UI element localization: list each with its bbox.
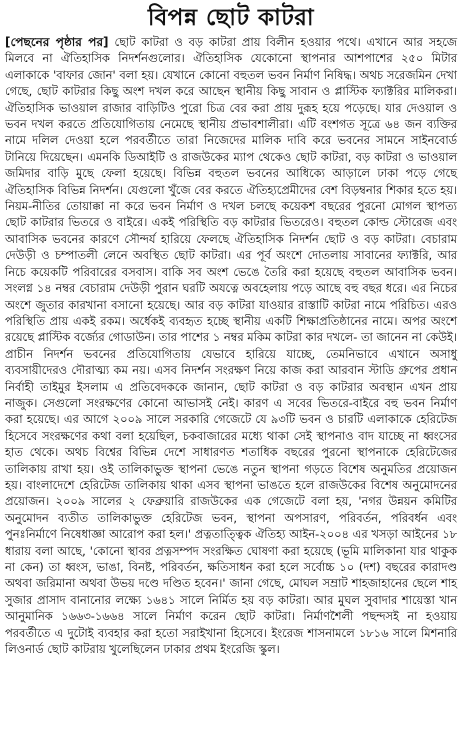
continued-from-label: [পেছনের পৃষ্ঠার পর] [5,35,109,49]
article-body [5,34,457,657]
article-headline: বিপন্ন ছোট কাটরা [147,5,315,31]
article-body-text: ছোট কাটরা ও বড় কাটরা প্রায় বিলীন হওয়ার পথে। এখানে আর সহজে মিলবে না ঐতিহাসিক নিদর্শনগুলোর। ঐতিহাসিক যেকোনো স্থাপনার আশপাশের ২৫০ মিটার এলাকাকে 'বাফার জোন' বলা হয়। যেখানে কোনো বহুতল ভবন নির্মাণ নিষিদ্ধ। অথচ সরেজমিন দেখা গেছে, ছোট কাটরার কিছু অংশ দখল করে আছেন স্থানীয় কিছু সাবান ও প্লাস্টিক ফ্যাক্টরির মালিকরা। ঐতিহাসিক ভাওয়াল রাজার বাড়িটিও পুরো চিত্র বের করা প্রায় দুরূহ হয়ে পড়েছে। যার দেওয়াল ও ভবন দখল করতে প্রতিযোগিতায় নেমেছে স্থানীয় প্রভাবশালীরা। এটি বংশগত সূত্রে ৬৪ জন ব্যক্তির নামে দলিল দেওয়া হলে পরবর্তীতে তারা নিজেদের মালিক দাবি করে ভবনের সামনে সাইনবোর্ড টানিয়ে দিয়েছেন। এমনকি ডিআইটি ও রাজউকের ম্যাপ থেকেও ছোট কাটরা, বড় কাটরা ও ভাওয়াল জমিদার বাড়ি মুছে ফেলা হয়েছে। বিভিন্ন বহুতল ভবনের আধিক্যে আড়ালে ঢাকা পড়ে গেছে ঐতিহাসিক বিভিন্ন নিদর্শন। যেগুলো খুঁজে বের করতে ঐতিহ্যপ্রেমীদের বেশ বিড়ম্বনার শিকার হতে হয়। নিয়ম-নীতির তোয়াক্কা না করে ভবন নির্মাণ ও দখল চলছে কয়েকশ বছরের পুরনো মোগল স্থাপত্য ছোট কাটরার ভিতরে ও বাইরে। একই পরিস্থিতি বড় কাটরার ভিতরেও। বহুতল কোল্ড স্টোরেজ এবং আবাসিক ভবনের কারণে সৌন্দর্য হারিয়ে ফেলছে ঐতিহাসিক নিদর্শন ছোট ও বড় কাটরা। বেচারাম দেউড়ী ও চম্পাতলী লেনে অবস্থিত ছোট কাটরা। এর পূর্ব অংশে দোতলায় সাবানের ফ্যাক্টরি, আর নিচে কয়েকটি পরিবারের বসবাস। বাকি সব অংশ ভেঙে তৈরি করা হয়েছে বহুতল আবাসিক ভবন। সংলগ্ন ১৪ নম্বর বেচারাম দেউড়ী পুরান ঘরটি অযত্নে অবহেলায় পড়ে আছে বহু বছর ধরে। এর নিচের অংশে জুতার কারখানা বসানো হয়েছে। আর বড় কাটরা যাওয়ার রাস্তাটি কাটরা নামে পরিচিত। এরও পরিস্থিতি প্রায় একই রকম। অর্ধেকই ব্যবহৃত হচ্ছে স্থানীয় একটি শিক্ষাপ্রতিষ্ঠানের নামে। অপর অংশে রয়েছে প্লাস্টিক বর্জ্যের গোডাউন। তার পাশের ১ নম্বর মকিম কাটরা কার দখলে- তা জানেন না কেউই। প্রাচীন নিদর্শন ভবনের প্রতিযোগিতায় যেভাবে হারিয়ে যাচ্ছে, তেমনিভাবে এখানে অসাধু ব্যবসায়ীদেরও দৌরাত্ম্য কম নয়। এসব নিদর্শন সংরক্ষণ নিয়ে কাজ করা আরবান স্টাডি গ্রুপের প্রধান নির্বাহী তাইমুর ইসলাম এ প্রতিবেদককে জানান, ছোট কাটরা ও বড় কাটরার অবস্থান এখন প্রায় নাজুক। সেগুলো সংরক্ষণের কোনো আভাসই নেই। কারণ এ সবের ভিতরে-বাইরে বহু ভবন নির্মাণ করা হয়েছে। এর আগে ২০০৯ সালে সরকারি গেজেটে যে ৯৩টি ভবন ও চারটি এলাকাকে হেরিটেজ হিসেবে সংরক্ষণের কথা বলা হয়েছিল, চকবাজারের মধ্যে থাকা সেই স্থাপনাও বাদ যাচ্ছে না ধ্বংসের হাত থেকে। অথচ বিশ্বের বিভিন্ন দেশে সাধারণত শতাধিক বছরের পুরনো স্থাপনাকে হেরিটেজের তালিকায় রাখা হয়। ওই তালিকাভুক্ত স্থাপনা ভেঙে নতুন স্থাপনা গড়তে বিশেষ অনুমতির প্রয়োজন হয়। বাংলাদেশে হেরিটেজ তালিকায় থাকা এসব স্থাপনা ভাঙতে হলে রাজউকের বিশেষ অনুমোদনের প্রয়োজন। ২০০৯ সালের ২ ফেব্রুয়ারি রাজউকের এক গেজেটে বলা হয়, 'নগর উন্নয়ন কমিটির অনুমোদন ব্যতীত তালিকাভুক্ত হেরিটেজ ভবন, স্থাপনা অপসারণ, পরিবর্তন, পরিবর্ধন এবং পুনঃনির্মাণে নিষেধাজ্ঞা আরোপ করা হল।' প্রত্নতাত্ত্বিক ঐতিহ্য আইন-২০০৪ এর খসড়া আইনের ১৮ ধারায় বলা আছে, 'কোনো স্থাবর প্রত্নসম্পদ সংরক্ষিত ঘোষণা করা হয়েছে (ভূমি মালিকানা যার থাকুক না কেন) তা ধ্বংস, ভাঙা, বিনষ্ট, পরিবর্তন, ক্ষতিসাধন করা হলে সর্বোচ্চ ১০ (দশ) বছরের কারাদণ্ড অথবা জরিমানা অথবা উভয় দণ্ডে দণ্ডিত হবেন।' জানা গেছে, মোঘল সম্রাট শাহজাহানের ছেলে শাহ সুজার প্রাসাদ বানানোর লক্ষ্যে ১৬৪১ সালে নির্মিত হয় বড় কাটরা। আর মুঘল সুবাদার শায়েস্তা খান আনুমানিক ১৬৬৩-১৬৬৪ সালে নির্মাণ করেন ছোট কাটরা। নির্মাণশৈলী পছন্দসই না হওয়ায় পরবর্তীতে এ দুটোই ব্যবহার করা হতো সরাইখানা হিসেবে। ইংরেজ শাসনামলে ১৮১৬ সালে মিশনারি লিওনার্ড ছোট কাটরায় খুলেছিলেন ঢাকার প্রথম ইংরেজি স্কুল। [5,35,457,657]
